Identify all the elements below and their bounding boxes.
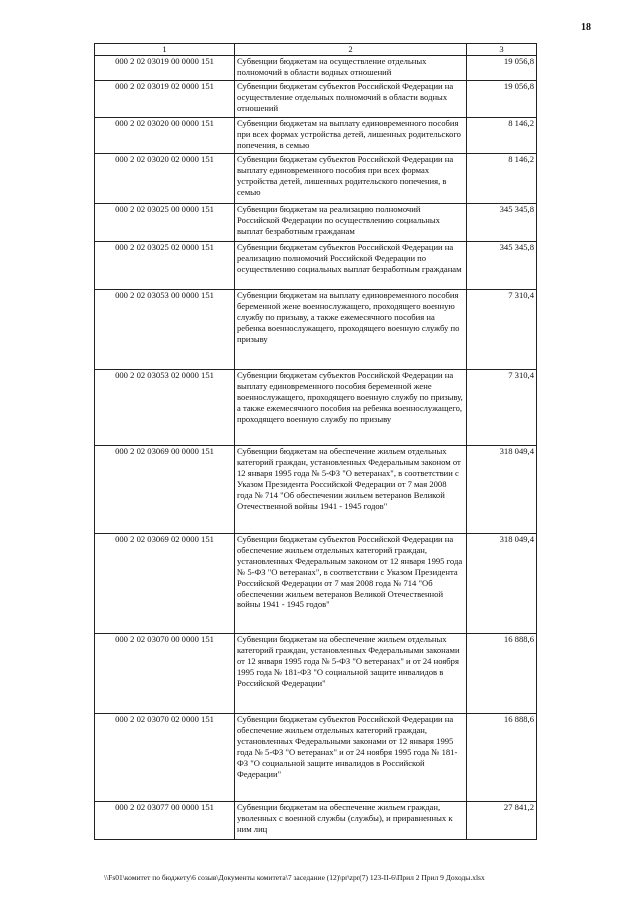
row-description: Субвенции бюджетам на выплату единовременного пособия беременной жене военнослужащего, проходящего военную службу по призыву, а также ежемесячного пособия на ребенка военнослужащего, проходящего военную службу по призыву [235, 290, 467, 370]
table-row [95, 290, 537, 370]
table-row [95, 204, 537, 242]
budget-code: 000 2 02 03070 02 0000 151 [95, 714, 235, 802]
row-amount: 318 049,4 [467, 446, 537, 534]
row-description: Субвенции бюджетам субъектов Российской Федерации на обеспечение жильем отдельных категорий граждан, установленных Федеральным законом от 12 января 1995 года № 5-ФЗ "О ветеранах", в соответствии с Указом Президента Российской Федерации от 7 мая 2008 года № 714 "Об обеспечении жильем ветеранов Великой Отечественной войны 1941 - 1945 годов" [235, 534, 467, 634]
column-header-2: 2 [235, 44, 467, 56]
row-description: Субвенции бюджетам на обеспечение жильем отдельных категорий граждан, установленных Федеральным законом от 12 января 1995 года № 5-ФЗ "О ветеранах", в соответствии с Указом Президента Российской Федерации от 7 мая 2008 года № 714 "Об обеспечении жильем ветеранов Великой Отечественной войны 1941 - 1945 годов" [235, 446, 467, 534]
row-amount: 27 841,2 [467, 802, 537, 840]
row-amount: 8 146,2 [467, 118, 537, 154]
budget-code: 000 2 02 03069 02 0000 151 [95, 534, 235, 634]
column-header-3: 3 [467, 44, 537, 56]
table-row [95, 634, 537, 714]
row-amount: 16 888,6 [467, 634, 537, 714]
row-description: Субвенции бюджетам субъектов Российской Федерации на выплату единовременного пособия при всех формах устройства детей, лишенных родительского попечения, в семью [235, 154, 467, 204]
row-description: Субвенции бюджетам на реализацию полномочий Российской Федерации по осуществлению социальных выплат безработным гражданам [235, 204, 467, 242]
row-amount: 345 345,8 [467, 204, 537, 242]
budget-code: 000 2 02 03020 00 0000 151 [95, 118, 235, 154]
page-number: 18 [581, 22, 591, 33]
budget-table [94, 43, 537, 840]
row-description: Субвенции бюджетам на выплату единовременного пособия при всех формах устройства детей, лишенных родительского попечения, в семью [235, 118, 467, 154]
row-amount: 8 146,2 [467, 154, 537, 204]
row-description: Субвенции бюджетам на обеспечение жильем граждан, уволенных с военной службы (службы), и приравненных к ним лиц [235, 802, 467, 840]
table-row [95, 56, 537, 81]
row-amount: 16 888,6 [467, 714, 537, 802]
row-amount: 19 056,8 [467, 56, 537, 81]
row-description: Субвенции бюджетам субъектов Российской Федерации на выплату единовременного пособия беременной жене военнослужащего, проходящего военную службу по призыву, а также ежемесячного пособия на ребенка военнослужащего, проходящего военную службу по призыву [235, 370, 467, 446]
row-description: Субвенции бюджетам субъектов Российской Федерации на реализацию полномочий Российской Федерации по осуществлению социальных выплат безработным гражданам [235, 242, 467, 290]
budget-code: 000 2 02 03077 00 0000 151 [95, 802, 235, 840]
budget-code: 000 2 02 03053 02 0000 151 [95, 370, 235, 446]
table-row [95, 81, 537, 118]
table-row [95, 154, 537, 204]
budget-code: 000 2 02 03020 02 0000 151 [95, 154, 235, 204]
row-description: Субвенции бюджетам субъектов Российской Федерации на обеспечение жильем отдельных категорий граждан, установленных Федеральными законами от 12 января 1995 года № 5-ФЗ "О ветеранах" и от 24 ноября 1995 года № 181-ФЗ "О социальной защите инвалидов в Российской Федерации" [235, 714, 467, 802]
table-row [95, 446, 537, 534]
row-description: Субвенции бюджетам субъектов Российской Федерации на осуществление отдельных полномочий в области водных отношений [235, 81, 467, 118]
row-amount: 7 310,4 [467, 370, 537, 446]
table-row [95, 242, 537, 290]
budget-code: 000 2 02 03025 02 0000 151 [95, 242, 235, 290]
row-description: Субвенции бюджетам на осуществление отдельных полномочий в области водных отношений [235, 56, 467, 81]
budget-code: 000 2 02 03069 00 0000 151 [95, 446, 235, 534]
budget-code: 000 2 02 03019 00 0000 151 [95, 56, 235, 81]
table-row [95, 370, 537, 446]
budget-code: 000 2 02 03053 00 0000 151 [95, 290, 235, 370]
column-header-1: 1 [95, 44, 235, 56]
table-row [95, 714, 537, 802]
row-amount: 7 310,4 [467, 290, 537, 370]
budget-code: 000 2 02 03025 00 0000 151 [95, 204, 235, 242]
table-row [95, 802, 537, 840]
budget-code: 000 2 02 03019 02 0000 151 [95, 81, 235, 118]
row-amount: 19 056,8 [467, 81, 537, 118]
table-header-row [95, 44, 537, 56]
footer-file-path: \\Fs01\комитет по бюджету\6 созыв\Документы комитета\7 заседание (12)\pr\zpr(7) 123-II-6\Прил 2 Прил 9 Доходы.xlsx [104, 873, 485, 882]
table-row [95, 534, 537, 634]
table-row [95, 118, 537, 154]
budget-code: 000 2 02 03070 00 0000 151 [95, 634, 235, 714]
row-description: Субвенции бюджетам на обеспечение жильем отдельных категорий граждан, установленных Федеральными законами от 12 января 1995 года № 5-ФЗ "О ветеранах" и от 24 ноября 1995 года № 181-ФЗ "О социальной защите инвалидов в Российской Федерации" [235, 634, 467, 714]
row-amount: 318 049,4 [467, 534, 537, 634]
row-amount: 345 345,8 [467, 242, 537, 290]
